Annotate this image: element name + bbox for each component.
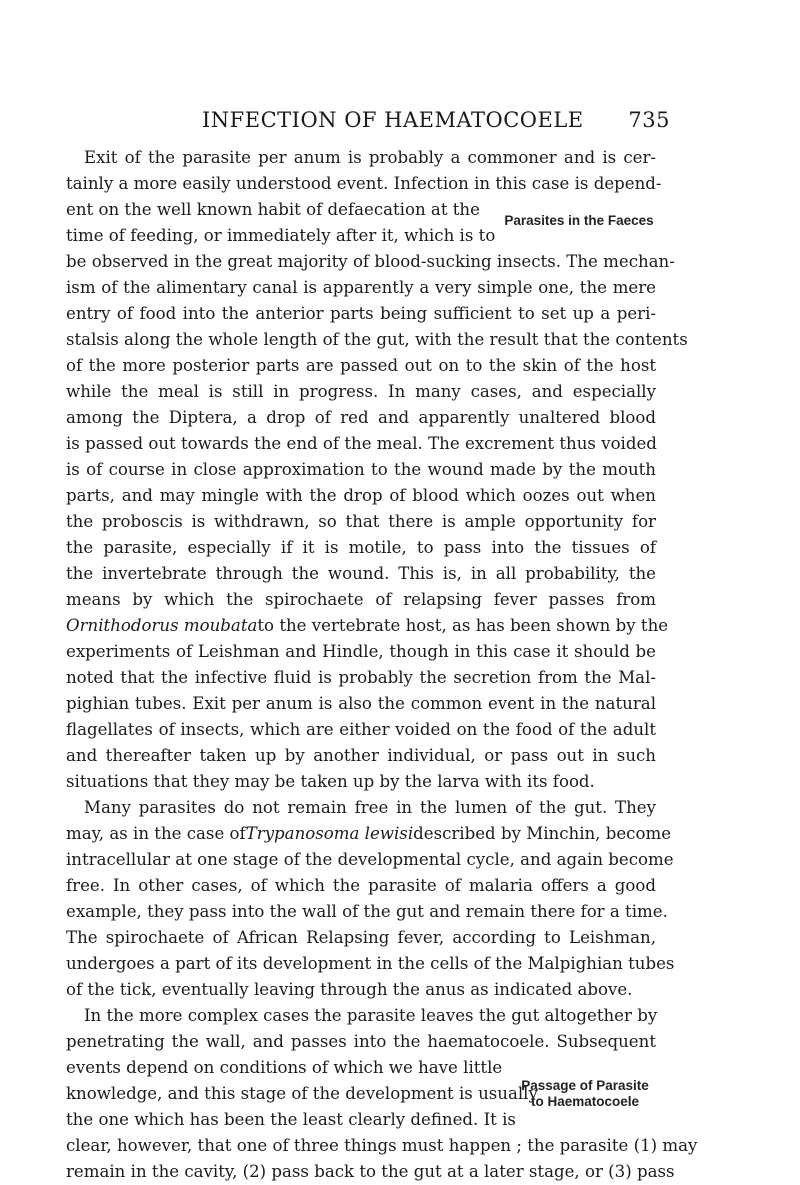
text-line: In the more complex cases the parasite leaves the gut altogether by — [84, 1006, 658, 1025]
text-line: undergoes a part of its development in the cells of the Malpighian tubes — [66, 954, 675, 973]
text-line: time of feeding, or immediately after it, which is to — [66, 226, 496, 245]
text-line — [66, 613, 669, 639]
text-line: among the Diptera, a drop of red and apparently unaltered blood — [66, 408, 656, 427]
text-line: situations that they may be taken up by the larva with its food. — [66, 772, 595, 791]
text-line: and thereafter taken up by another individual, or pass out in such — [66, 746, 656, 765]
species-name: Ornithodorus moubata — [66, 616, 258, 635]
text-line: Exit of the parasite per anum is probably a commoner and is cer- — [84, 148, 656, 167]
text-fragment: described by Minchin, become — [413, 824, 672, 843]
text-line — [66, 821, 672, 847]
running-header — [202, 108, 670, 132]
text-fragment: to the vertebrate host, as has been shown by the — [257, 616, 669, 635]
text-line: stalsis along the whole length of the gut, with the result that the contents — [66, 330, 688, 349]
margin-note-faeces: Parasites in the Faeces — [504, 213, 654, 228]
running-title: INFECTION OF HAEMATOCOELE — [202, 108, 584, 132]
text-line: is of course in close approximation to the wound made by the mouth — [66, 460, 656, 479]
text-line: events depend on conditions of which we have little — [66, 1058, 503, 1077]
text-line: penetrating the wall, and passes into the haematocoele. Subsequent — [66, 1032, 656, 1051]
page-number: 735 — [628, 108, 670, 132]
text-line: knowledge, and this stage of the development is usually — [66, 1084, 538, 1103]
margin-note-line: Passage of Parasite — [521, 1078, 649, 1093]
text-line: be observed in the great majority of blood-sucking insects. The mechan- — [66, 252, 675, 271]
text-line: pighian tubes. Exit per anum is also the common event in the natural — [66, 694, 656, 713]
text-line: example, they pass into the wall of the gut and remain there for a time. — [66, 902, 668, 921]
text-line: free. In other cases, of which the parasite of malaria offers a good — [66, 876, 656, 895]
text-line: is passed out towards the end of the meal. The excrement thus voided — [66, 434, 657, 453]
text-line: of the more posterior parts are passed out on to the skin of the host — [66, 356, 656, 375]
text-line: entry of food into the anterior parts being sufficient to set up a peri- — [66, 304, 656, 323]
text-line: noted that the infective fluid is probably the secretion from the Mal- — [66, 668, 656, 687]
text-line: Many parasites do not remain free in the lumen of the gut. They — [84, 798, 656, 817]
text-line: the parasite, especially if it is motile, to pass into the tissues of — [66, 538, 656, 557]
text-line: of the tick, eventually leaving through the anus as indicated above. — [66, 980, 633, 999]
text-line: ent on the well known habit of defaecation at the — [66, 200, 480, 219]
text-line: parts, and may mingle with the drop of blood which oozes out when — [66, 486, 656, 505]
margin-note-passage — [500, 1078, 670, 1110]
text-fragment: may, as in the case of — [66, 824, 246, 843]
text-line: experiments of Leishman and Hindle, though in this case it should be — [66, 642, 656, 661]
text-line: clear, however, that one of three things must happen ; the parasite (1) may — [66, 1136, 698, 1155]
text-line: The spirochaete of African Relapsing fever, according to Leishman, — [66, 928, 656, 947]
text-line: means by which the spirochaete of relapsing fever passes from — [66, 590, 656, 609]
text-line: ism of the alimentary canal is apparently a very simple one, the mere — [66, 278, 656, 297]
margin-note-line: to Haematocoele — [530, 1094, 640, 1109]
text-line: tainly a more easily understood event. Infection in this case is depend- — [66, 174, 662, 193]
species-name: Trypanosoma lewisi — [245, 824, 414, 843]
text-line: intracellular at one stage of the developmental cycle, and again become — [66, 850, 674, 869]
text-line: the proboscis is withdrawn, so that there is ample opportunity for — [66, 512, 656, 531]
text-line: the invertebrate through the wound. This is, in all probability, the — [66, 564, 656, 583]
text-line: the one which has been the least clearly defined. It is — [66, 1110, 516, 1129]
text-line: remain in the cavity, (2) pass back to the gut at a later stage, or (3) pass — [66, 1162, 675, 1181]
text-line: flagellates of insects, which are either voided on the food of the adult — [66, 720, 656, 739]
text-line: while the meal is still in progress. In many cases, and especially — [66, 382, 656, 401]
